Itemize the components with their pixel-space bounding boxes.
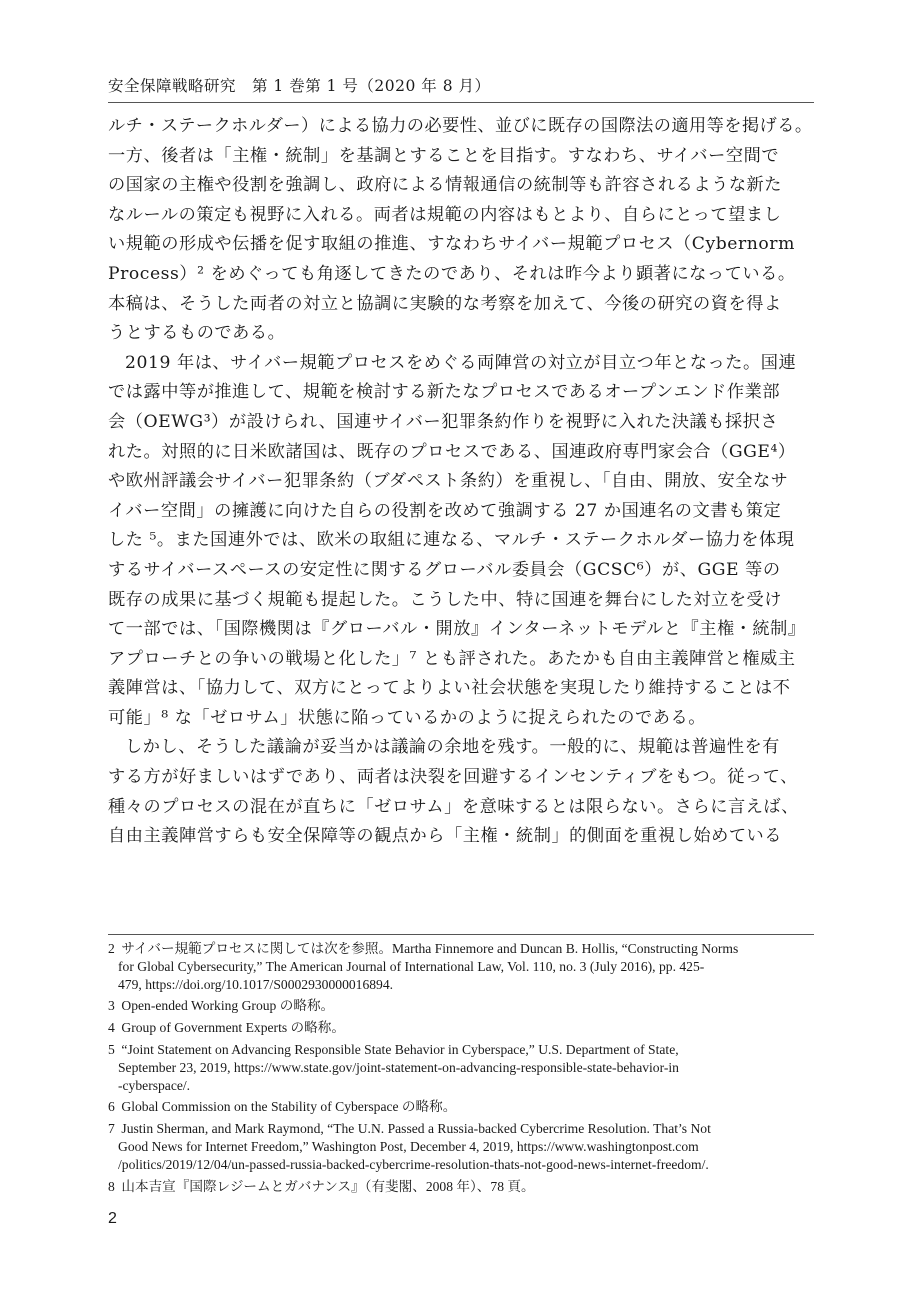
body-line: 会（OEWG³）が設けられ、国連サイバー犯罪条約作りを視野に入れた決議も採択さ [108, 411, 779, 432]
footnote-number: 4 [108, 1020, 115, 1036]
body-line: Process）² をめぐっても角逐してきたのであり、それは昨今より顕著になっている。 [108, 263, 796, 284]
footnotes [108, 940, 814, 1199]
footnote [108, 1041, 814, 1094]
footnote-text: /politics/2019/12/04/un-passed-russia-backed-cybercrime-resolution-thats-not-good-news-internet-freedom/. [118, 1156, 709, 1172]
body-line: した ⁵。また国連外では、欧米の取組に連なる、マルチ・ステークホルダー協力を体現 [108, 530, 795, 551]
body-line: 一方、後者は「主権・統制」を基調とすることを目指す。すなわち、サイバー空間で [108, 145, 780, 166]
footnote-text: Good News for Internet Freedom,” Washington Post, December 4, 2019, https://www.washingtonpost.com [118, 1138, 699, 1154]
footnote-number: 2 [108, 941, 115, 956]
body-line: い規範の形成や伝播を促す取組の推進、すなわちサイバー規範プロセス（Cybernorm [108, 234, 795, 255]
body-line: では露中等が推進して、規範を検討する新たなプロセスであるオープンエンド作業部 [108, 382, 781, 403]
footnote-text: Justin Sherman, and Mark Raymond, “The U.N. Passed a Russia-backed Cybercrime Resolution. That’s Not [121, 1121, 711, 1137]
body-line: する方が好ましいはずであり、両者は決裂を回避するインセンティブをもつ。従って、 [108, 767, 798, 788]
footnote-text: September 23, 2019, https://www.state.gov/joint-statement-on-advancing-responsible-state-behavior-in [118, 1059, 679, 1075]
running-header: 安全保障戦略研究 第 1 巻第 1 号（2020 年 8 月） [108, 74, 814, 103]
body-line: 2019 年は、サイバー規範プロセスをめぐる両陣営の対立が目立つ年となった。国連 [125, 352, 797, 373]
body-line: 本稿は、そうした両者の対立と協調に実験的な考察を加えて、今後の研究の資を得よ [108, 293, 782, 314]
body-line: や欧州評議会サイバー犯罪条約（ブダペスト条約）を重視し、「自由、開放、安全なサ [108, 471, 789, 492]
body-line: れた。対照的に日米欧諸国は、既存のプロセスである、国連政府専門家会合（GGE⁴） [108, 441, 796, 462]
body-line: うとするものである。 [108, 323, 286, 344]
footnote-number: 7 [108, 1121, 115, 1137]
document-page [108, 0, 814, 1300]
footnote-text: -cyberspace/. [118, 1077, 191, 1093]
footnote [108, 940, 814, 993]
footnote [108, 997, 814, 1015]
body-line: て一部では、「国際機関は『グローバル・開放』インターネットモデルと『主権・統制』 [108, 619, 806, 640]
body-line: 義陣営は、「協力して、双方にとってよりよい社会状態を実現したり維持することは不 [108, 678, 791, 699]
body-line: するサイバースペースの安定性に関するグローバル委員会（GCSC⁶）が、GGE 等の [108, 559, 781, 580]
body-line: しかし、そうした議論が妥当かは議論の余地を残す。一般的に、規範は普遍性を有 [125, 737, 780, 758]
body-line: アプローチとの争いの戦場と化した」⁷ とも評された。あたかも自由主義陣営と権威主 [108, 648, 796, 669]
footnote-divider [108, 934, 814, 935]
footnote-text: Global Commission on the Stability of Cyberspace の略称。 [121, 1099, 457, 1115]
footnote-text: 山本吉宣『国際レジームとガバナンス』（有斐閣、2008 年）、78 頁。 [121, 1178, 535, 1194]
footnote [108, 1098, 814, 1116]
footnote [108, 1120, 814, 1173]
footnote-text: for Global Cybersecurity,” The American Journal of International Law, Vol. 110, no. 3 (July 2016), pp. 425- [118, 958, 705, 974]
body-line: 可能」⁸ な「ゼロサム」状態に陥っているかのように捉えられたのである。 [108, 707, 706, 728]
footnote-number: 5 [108, 1041, 115, 1057]
body-line: ルチ・ステークホルダー）による協力の必要性、並びに既存の国際法の適用等を掲げる。 [108, 116, 813, 136]
footnote-text: Open-ended Working Group の略称。 [121, 998, 335, 1014]
footnote-text: “Joint Statement on Advancing Responsible State Behavior in Cyberspace,” U.S. Department of State, [121, 1041, 679, 1057]
body-line: なルールの策定も視野に入れる。両者は規範の内容はもとより、自らにとって望まし [108, 204, 782, 225]
body-line: 既存の成果に基づく規範も提起した。こうした中、特に国連を舞台にした対立を受け [108, 589, 783, 610]
footnote-text: サイバー規範プロセスに関しては次を参照。Martha Finnemore and Duncan B. Hollis, “Constructing Norms [121, 941, 739, 956]
body-line: 種々のプロセスの混在が直ちに「ゼロサム」を意味するとは限らない。さらに言えば、 [108, 796, 799, 817]
page-number: 2 [108, 1210, 117, 1227]
body-line: イバー空間」の擁護に向けた自らの役割を改めて強調する 27 か国連名の文書も策定 [108, 500, 782, 521]
body-text [108, 112, 814, 852]
footnote-text: Group of Government Experts の略称。 [121, 1020, 345, 1036]
footnote [108, 1178, 814, 1196]
footnote [108, 1019, 814, 1037]
footnote-text: 479, https://doi.org/10.1017/S0002930000016894. [118, 976, 394, 992]
body-line: の国家の主権や役割を強調し、政府による情報通信の統制等も許容されるような新た [108, 175, 783, 196]
footnote-number: 8 [108, 1178, 115, 1194]
body-line: 自由主義陣営すらも安全保障等の観点から「主権・統制」的側面を重視し始めている [108, 826, 783, 847]
footnote-number: 3 [108, 998, 115, 1014]
footnote-number: 6 [108, 1099, 115, 1115]
